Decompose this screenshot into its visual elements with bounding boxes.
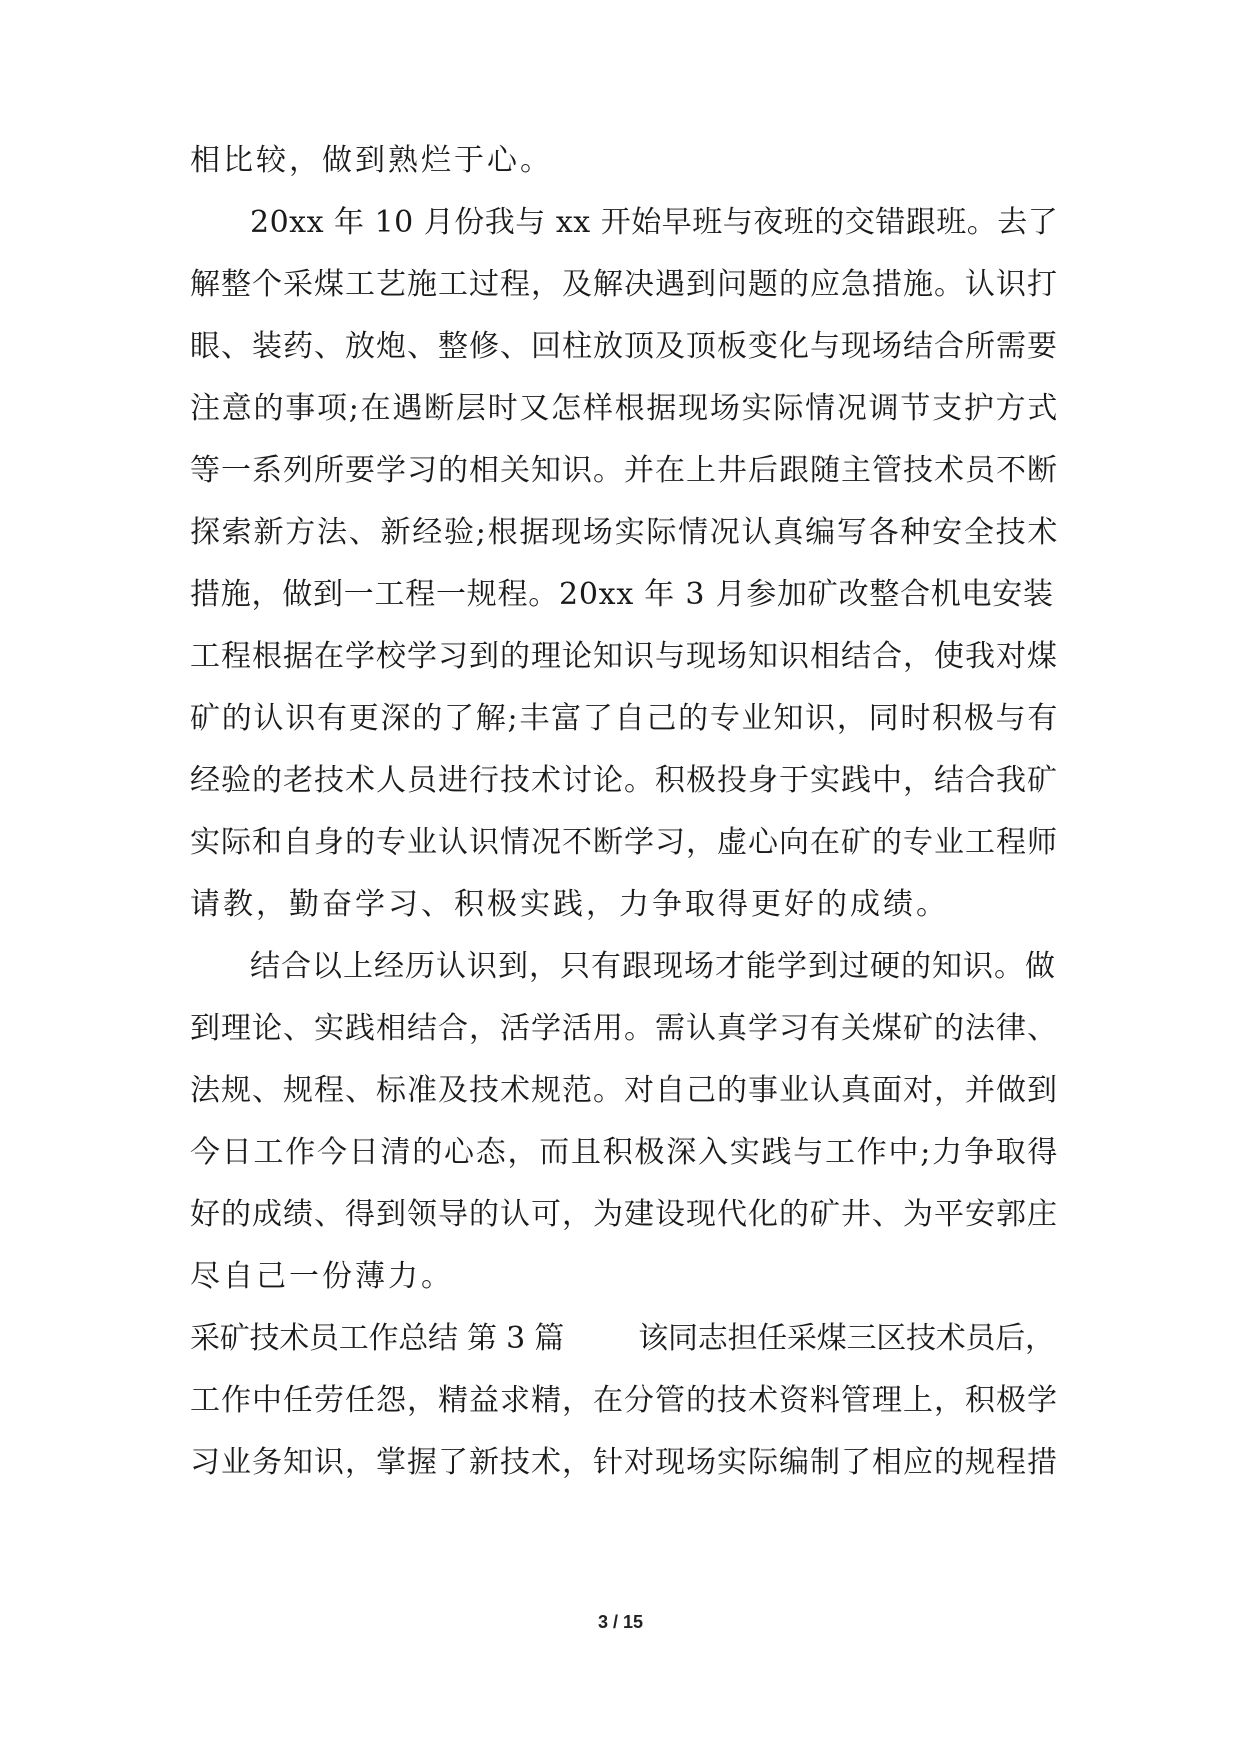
text-line: 好的成绩、得到领导的认可，为建设现代化的矿井、为平安郭庄 [190, 1197, 1058, 1232]
text-line: 眼、装药、放炮、整修、回柱放顶及顶板变化与现场结合所需要 [190, 329, 1058, 364]
page-number: 3 / 15 [597, 1612, 644, 1632]
section-heading-line: 采矿技术员工作总结 第 3 篇 该同志担任采煤三区技术员后， [190, 1321, 1055, 1356]
text-line: 请教，勤奋学习、积极实践，力争取得更好的成绩。 [190, 887, 949, 922]
text-line: 工作中任劳任怨，精益求精，在分管的技术资料管理上，积极学 [190, 1383, 1058, 1418]
text-line: 注意的事项;在遇断层时又怎样根据现场实际情况调节支护方式 [190, 391, 1060, 426]
text-line: 相比较，做到熟烂于心。 [190, 143, 553, 178]
text-line: 尽自己一份薄力。 [190, 1259, 454, 1294]
text-line: 经验的老技术人员进行技术讨论。积极投身于实践中，结合我矿 [190, 763, 1058, 798]
text-line: 20xx 年 10 月份我与 xx 开始早班与夜班的交错跟班。去了 [250, 205, 1059, 240]
text-line: 习业务知识，掌握了新技术，针对现场实际编制了相应的规程措 [190, 1445, 1058, 1480]
text-line: 等一系列所要学习的相关知识。并在上井后跟随主管技术员不断 [190, 453, 1058, 488]
text-line: 解整个采煤工艺施工过程，及解决遇到问题的应急措施。认识打 [190, 267, 1058, 302]
text-line: 实际和自身的专业认识情况不断学习，虚心向在矿的专业工程师 [190, 825, 1058, 860]
text-line: 探索新方法、新经验;根据现场实际情况认真编写各种安全技术 [190, 515, 1060, 550]
text-line: 到理论、实践相结合，活学活用。需认真学习有关煤矿的法律、 [190, 1011, 1058, 1046]
text-line: 法规、规程、标准及技术规范。对自己的事业认真面对，并做到 [190, 1073, 1058, 1108]
text-line: 结合以上经历认识到，只有跟现场才能学到过硬的知识。做 [250, 949, 1056, 984]
text-line: 矿的认识有更深的了解;丰富了自己的专业知识，同时积极与有 [190, 701, 1060, 736]
text-line: 今日工作今日清的心态，而且积极深入实践与工作中;力争取得 [190, 1135, 1060, 1170]
text-line: 工程根据在学校学习到的理论知识与现场知识相结合，使我对煤 [190, 639, 1058, 674]
text-line: 措施，做到一工程一规程。20xx 年 3 月参加矿改整合机电安装 [190, 577, 1054, 612]
